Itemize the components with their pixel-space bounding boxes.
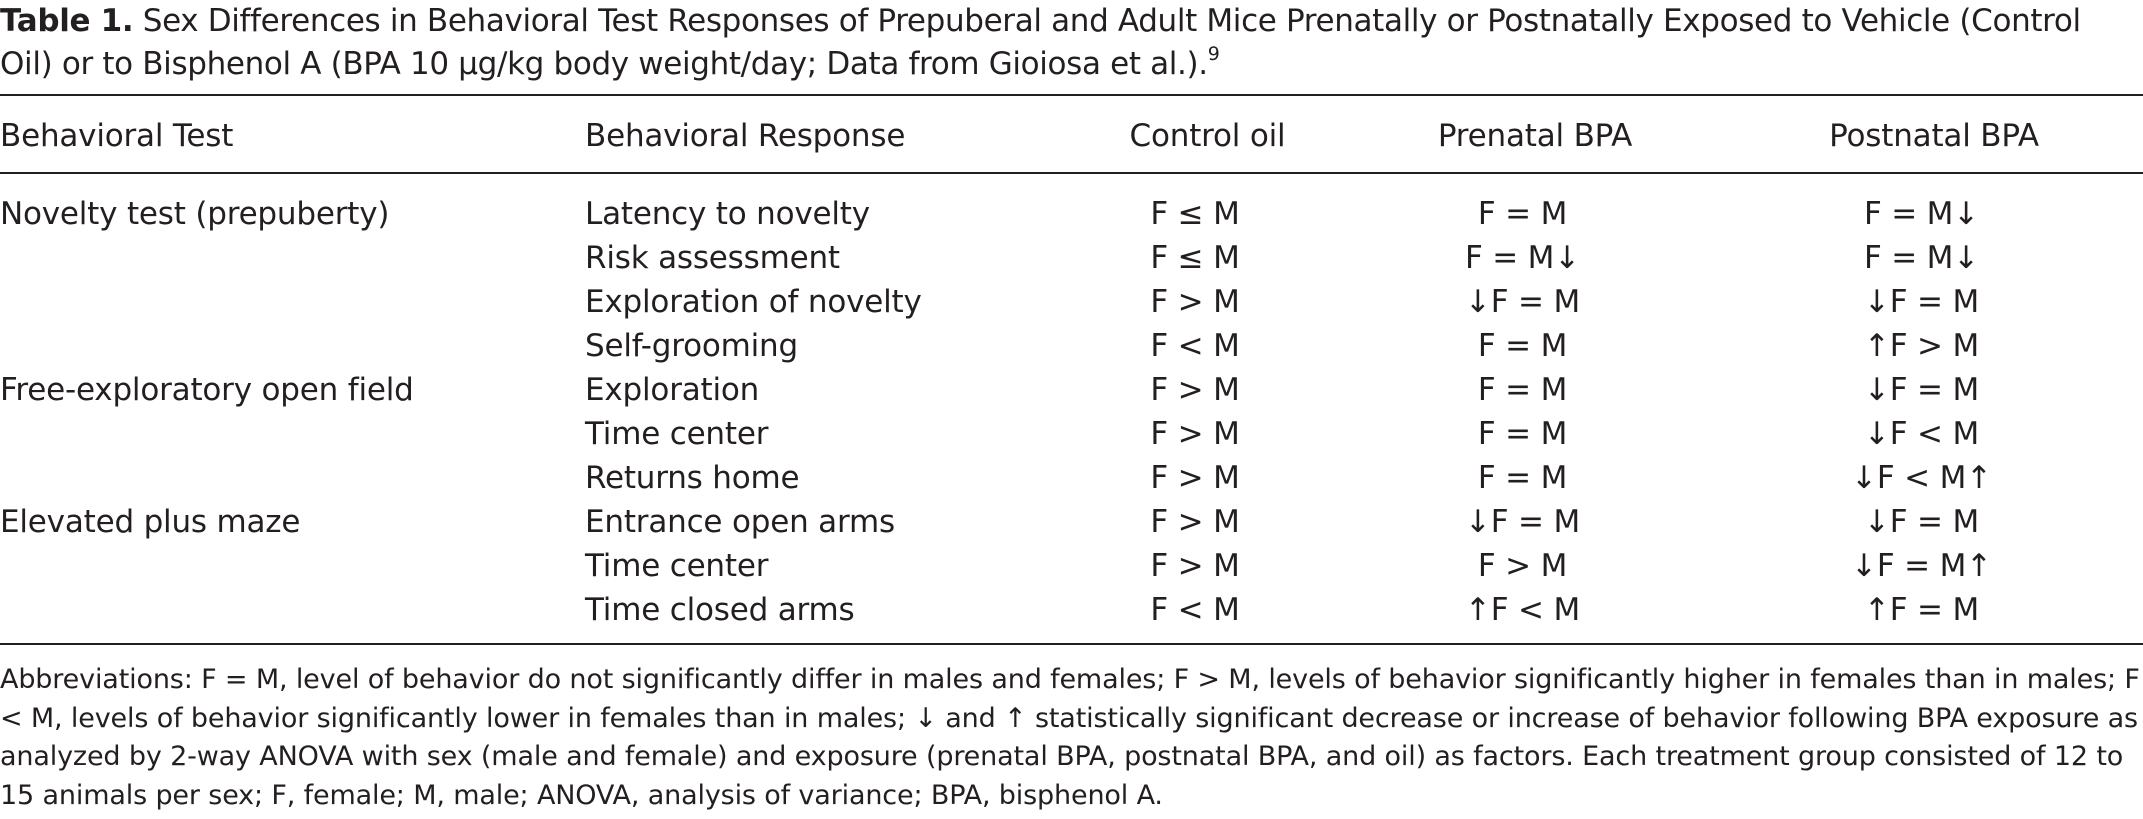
table-header — [0, 114, 2143, 158]
cell-behavioral-test — [0, 412, 585, 456]
cell-prenatal-bpa: F = M — [1477, 460, 1568, 496]
cell-prenatal-bpa: F > M — [1477, 548, 1568, 584]
cell-control-oil: F > M — [1150, 416, 1240, 452]
cell-behavioral-response: Time center — [585, 548, 769, 584]
caption-label: Table 1. — [0, 3, 134, 39]
cell-behavioral-test — [0, 236, 585, 280]
table-body — [0, 192, 2143, 632]
cell-prenatal-bpa: F = M — [1477, 416, 1568, 452]
cell-behavioral-test — [0, 324, 585, 368]
cell-postnatal-bpa: ↓F < M↑ — [1851, 460, 1992, 496]
cell-behavioral-response: Self-grooming — [585, 328, 798, 364]
cell-behavioral-response: Returns home — [585, 460, 800, 496]
cell-behavioral-test: Novelty test (prepuberty) — [0, 196, 390, 232]
cell-postnatal-bpa: ↑F > M — [1863, 328, 1980, 364]
cell-behavioral-test: Elevated plus maze — [0, 504, 301, 540]
cell-control-oil: F < M — [1150, 592, 1240, 628]
header-postnatal-bpa: Postnatal BPA — [1829, 118, 2039, 154]
cell-prenatal-bpa: F = M — [1477, 196, 1568, 232]
header-rule — [0, 172, 2143, 174]
table-row — [0, 324, 2143, 368]
cell-control-oil: F > M — [1150, 504, 1240, 540]
cell-behavioral-response: Exploration of novelty — [585, 284, 922, 320]
cell-postnatal-bpa: ↓F = M — [1863, 504, 1980, 540]
cell-behavioral-test — [0, 544, 585, 588]
cell-control-oil: F < M — [1150, 328, 1240, 364]
table-row — [0, 500, 2143, 544]
table-row — [0, 544, 2143, 588]
cell-control-oil: F > M — [1150, 284, 1240, 320]
bottom-rule — [0, 643, 2143, 645]
cell-prenatal-bpa: F = M — [1477, 372, 1568, 408]
cell-postnatal-bpa: ↓F = M↑ — [1851, 548, 1992, 584]
top-rule — [0, 94, 2143, 96]
table-row — [0, 412, 2143, 456]
header-prenatal-bpa: Prenatal BPA — [1437, 118, 1633, 154]
cell-prenatal-bpa: ↓F = M — [1464, 284, 1581, 320]
header-behavioral-test: Behavioral Test — [0, 118, 234, 154]
table-row — [0, 236, 2143, 280]
header-behavioral-response: Behavioral Response — [585, 118, 906, 154]
cell-control-oil: F ≤ M — [1150, 196, 1240, 232]
table-footnote: Abbreviations: F = M, level of behavior do not significantly differ in males and females; F > M, levels of behavior significantly higher in females than in males; F < M, levels of behavior significantly lower in females than in males; ↓ and ↑ statistically significant decrease or increase of behavior following BPA exposure as analyzed by 2-way ANOVA with sex (male and female) and exposure (prenatal BPA, postnatal BPA, and oil) as factors. Each treatment group consisted of 12 to 15 animals per sex; F, female; M, male; ANOVA, analysis of variance; BPA, bisphenol A. — [0, 664, 2140, 811]
cell-postnatal-bpa: F = M↓ — [1863, 196, 1980, 232]
cell-prenatal-bpa: F = M — [1477, 328, 1568, 364]
table-row — [0, 192, 2143, 236]
cell-postnatal-bpa: ↓F = M — [1863, 284, 1980, 320]
cell-behavioral-response: Exploration — [585, 372, 760, 408]
cell-postnatal-bpa: ↓F < M — [1863, 416, 1980, 452]
table-row — [0, 456, 2143, 500]
cell-postnatal-bpa: ↑F = M — [1863, 592, 1980, 628]
cell-behavioral-response: Latency to novelty — [585, 196, 870, 232]
cell-control-oil: F > M — [1150, 460, 1240, 496]
table-row — [0, 368, 2143, 412]
table-row — [0, 280, 2143, 324]
cell-behavioral-test — [0, 280, 585, 324]
cell-behavioral-response: Risk assessment — [585, 240, 840, 276]
header-control-oil: Control oil — [1129, 118, 1286, 154]
cell-behavioral-response: Entrance open arms — [585, 504, 895, 540]
cell-behavioral-response: Time center — [585, 416, 769, 452]
cell-control-oil: F ≤ M — [1150, 240, 1240, 276]
cell-control-oil: F > M — [1150, 548, 1240, 584]
cell-control-oil: F > M — [1150, 372, 1240, 408]
cell-prenatal-bpa: F = M↓ — [1464, 240, 1581, 276]
caption-text: Sex Differences in Behavioral Test Responses of Prepuberal and Adult Mice Prenatally or Postnatally Exposed to Vehicle (Control Oil) or to Bisphenol A (BPA 10 μg/kg body weight/day; Data from Gioiosa et al.). — [0, 3, 2081, 82]
cell-behavioral-test: Free-exploratory open field — [0, 372, 414, 408]
table-row — [0, 588, 2143, 632]
cell-postnatal-bpa: ↓F = M — [1863, 372, 1980, 408]
cell-prenatal-bpa: ↑F < M — [1464, 592, 1581, 628]
caption-reference: 9 — [1207, 43, 1220, 65]
cell-postnatal-bpa: F = M↓ — [1863, 240, 1980, 276]
cell-prenatal-bpa: ↓F = M — [1464, 504, 1581, 540]
header-row — [0, 114, 2143, 158]
cell-behavioral-test — [0, 588, 585, 632]
cell-behavioral-response: Time closed arms — [585, 592, 855, 628]
cell-behavioral-test — [0, 456, 585, 500]
table-caption — [0, 0, 2140, 86]
